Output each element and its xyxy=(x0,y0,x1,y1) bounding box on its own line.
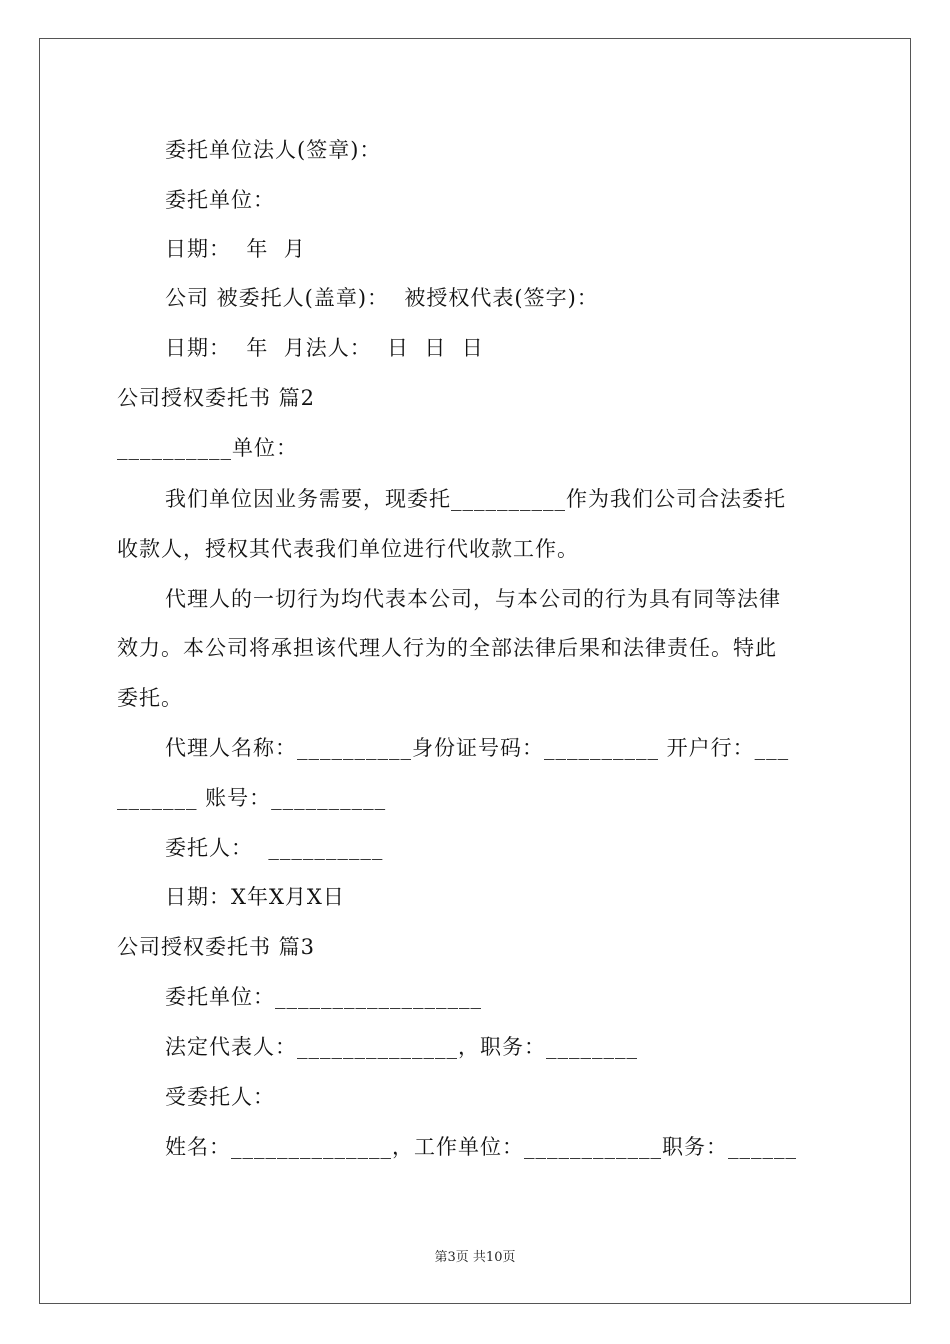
text-line: 委托单位： xyxy=(165,188,275,212)
text-line: 代理人的一切行为均代表本公司，与本公司的行为具有同等法律 xyxy=(165,587,781,611)
text-line: 受委托人： xyxy=(165,1085,275,1109)
section-heading: 公司授权委托书 篇3 xyxy=(117,935,316,959)
text-line: 日期： 年 月法人： 日 日 日 xyxy=(165,336,484,360)
text-line: 日期：X年X月X日 xyxy=(165,885,345,909)
text-line: 代理人名称：__________身份证号码：__________ 开户行：___ xyxy=(165,736,790,760)
text-line: 委托单位：__________________ xyxy=(165,985,482,1009)
text-line: 法定代表人：______________，职务：________ xyxy=(165,1035,638,1059)
text-line: 委托人： __________ xyxy=(165,836,384,860)
text-line: 效力。本公司将承担该代理人行为的全部法律后果和法律责任。特此 xyxy=(117,636,777,660)
section-heading: 公司授权委托书 篇2 xyxy=(117,386,316,410)
text-line: 收款人，授权其代表我们单位进行代收款工作。 xyxy=(117,537,579,561)
text-line: 姓名：______________，工作单位：____________职务：______ xyxy=(165,1135,797,1159)
text-line: 我们单位因业务需要，现委托__________作为我们公司合法委托 xyxy=(165,487,786,511)
text-line: _______ 账号：__________ xyxy=(117,786,387,810)
page-footer: 第3页 共10页 xyxy=(434,1250,516,1265)
text-line: __________单位： xyxy=(117,436,298,460)
text-line: 日期： 年 月 xyxy=(165,237,306,261)
text-line: 委托。 xyxy=(117,686,183,710)
text-line: 公司 被委托人(盖章)： 被授权代表(签字)： xyxy=(165,286,599,310)
page-border xyxy=(39,38,911,1304)
text-line: 委托单位法人(签章)： xyxy=(165,138,382,162)
